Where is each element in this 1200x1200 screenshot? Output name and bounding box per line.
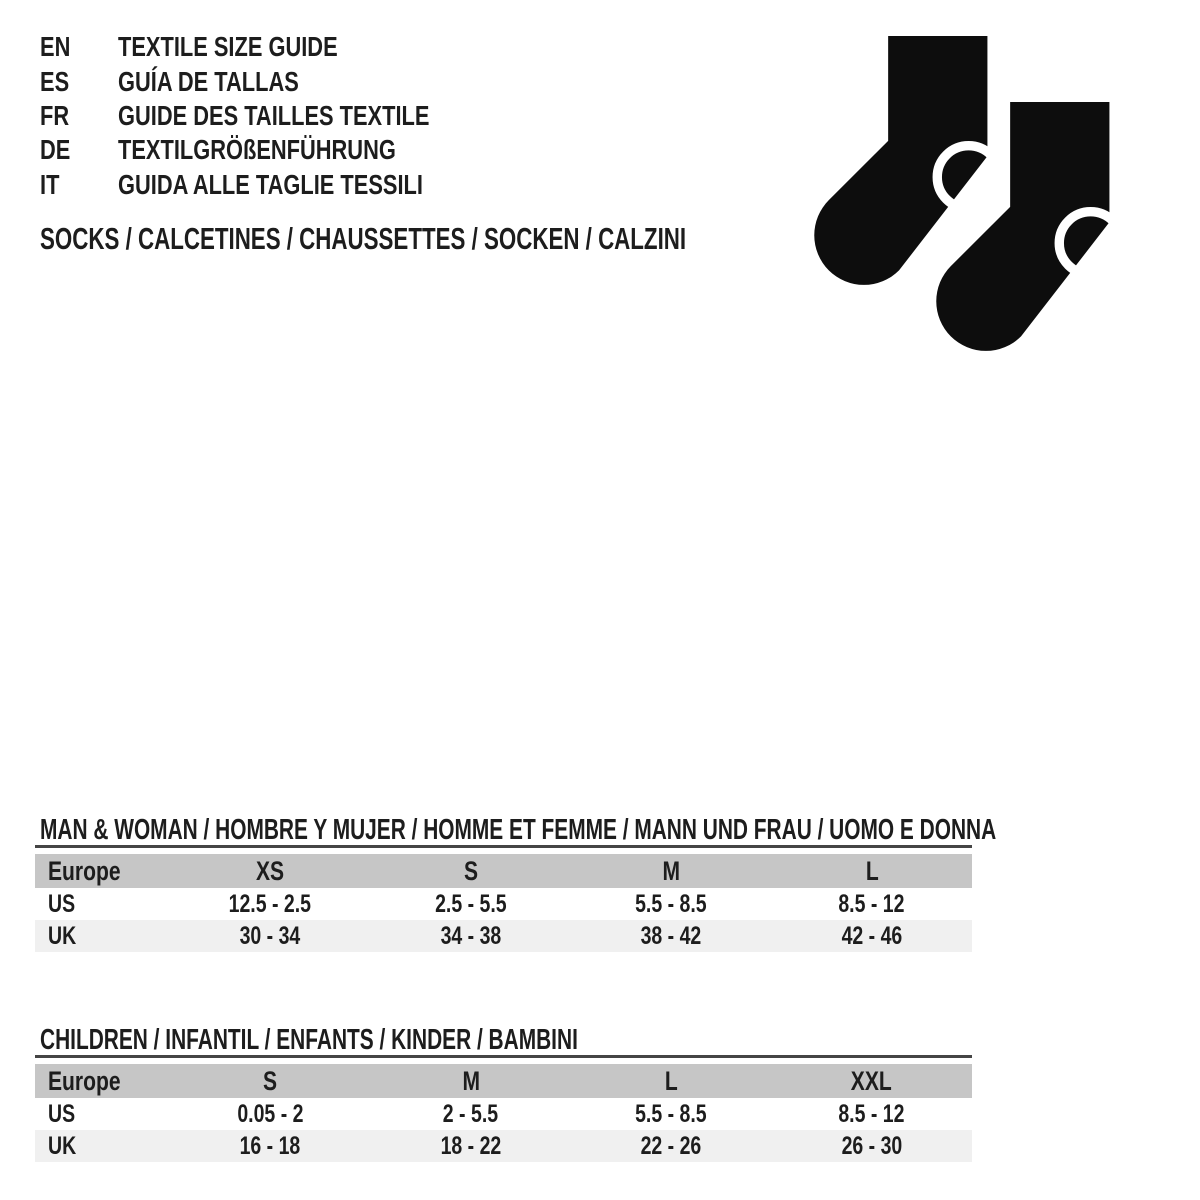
table-row-us xyxy=(35,1098,972,1130)
size-value: 8.5 - 12 xyxy=(838,1099,905,1128)
row-label: UK xyxy=(48,1131,77,1160)
column-header: XXL xyxy=(851,1065,893,1096)
column-header: Europe xyxy=(48,855,121,886)
language-title: TEXTILGRÖßENFÜHRUNG xyxy=(118,134,396,166)
size-value: 5.5 - 8.5 xyxy=(635,1099,708,1128)
size-value: 18 - 22 xyxy=(440,1131,502,1160)
language-row-de xyxy=(40,133,517,167)
size-table-man-woman xyxy=(35,845,972,952)
language-row-en xyxy=(40,30,517,64)
language-title-list xyxy=(40,30,517,202)
table-row-uk xyxy=(35,920,972,952)
column-header: L xyxy=(664,1065,678,1096)
column-header: Europe xyxy=(48,1065,121,1096)
socks-icon xyxy=(812,30,1137,360)
language-title: TEXTILE SIZE GUIDE xyxy=(118,31,338,63)
size-value: 22 - 26 xyxy=(640,1131,702,1160)
table-header-row xyxy=(35,854,972,888)
language-title: GUIDE DES TAILLES TEXTILE xyxy=(118,99,430,131)
language-code: IT xyxy=(40,168,60,200)
category-line xyxy=(40,222,937,256)
language-code: FR xyxy=(40,99,70,131)
language-code: ES xyxy=(40,65,70,97)
column-header: XS xyxy=(256,855,285,886)
row-label: US xyxy=(48,1099,76,1128)
row-label: UK xyxy=(48,921,77,950)
column-header: S xyxy=(463,855,478,886)
size-value: 8.5 - 12 xyxy=(838,889,905,918)
size-value: 16 - 18 xyxy=(239,1131,301,1160)
column-header: S xyxy=(263,1065,278,1096)
column-header: L xyxy=(865,855,879,886)
size-value: 2 - 5.5 xyxy=(443,1099,499,1128)
row-label: US xyxy=(48,889,76,918)
column-header: M xyxy=(662,855,681,886)
language-row-fr xyxy=(40,99,517,133)
size-table-children xyxy=(35,1055,972,1162)
language-title: GUÍA DE TALLAS xyxy=(118,65,299,97)
table-row-uk xyxy=(35,1130,972,1162)
language-code: EN xyxy=(40,31,71,63)
category-text: SOCKS / CALCETINES / CHAUSSETTES / SOCKEN / CALZINI xyxy=(40,221,687,256)
size-value: 2.5 - 5.5 xyxy=(434,889,507,918)
table-row-us xyxy=(35,888,972,920)
table-title-children: CHILDREN / INFANTIL / ENFANTS / KINDER / BAMBINI xyxy=(40,1023,578,1056)
size-value: 0.05 - 2 xyxy=(237,1099,304,1128)
language-row-it xyxy=(40,168,517,202)
size-value: 5.5 - 8.5 xyxy=(635,889,708,918)
size-value: 30 - 34 xyxy=(239,921,301,950)
size-value: 26 - 30 xyxy=(841,1131,903,1160)
table-top-rule xyxy=(35,1055,972,1058)
column-header: M xyxy=(461,1065,480,1096)
size-value: 42 - 46 xyxy=(841,921,903,950)
table-header-row xyxy=(35,1064,972,1098)
size-value: 34 - 38 xyxy=(440,921,502,950)
table-title-man-woman: MAN & WOMAN / HOMBRE Y MUJER / HOMME ET FEMME / MANN UND FRAU / UOMO E DONNA xyxy=(40,813,997,846)
language-title: GUIDA ALLE TAGLIE TESSILI xyxy=(118,168,423,200)
size-value: 38 - 42 xyxy=(640,921,702,950)
language-code: DE xyxy=(40,134,71,166)
table-top-rule xyxy=(35,845,972,848)
language-row-es xyxy=(40,64,517,98)
size-value: 12.5 - 2.5 xyxy=(229,889,312,918)
